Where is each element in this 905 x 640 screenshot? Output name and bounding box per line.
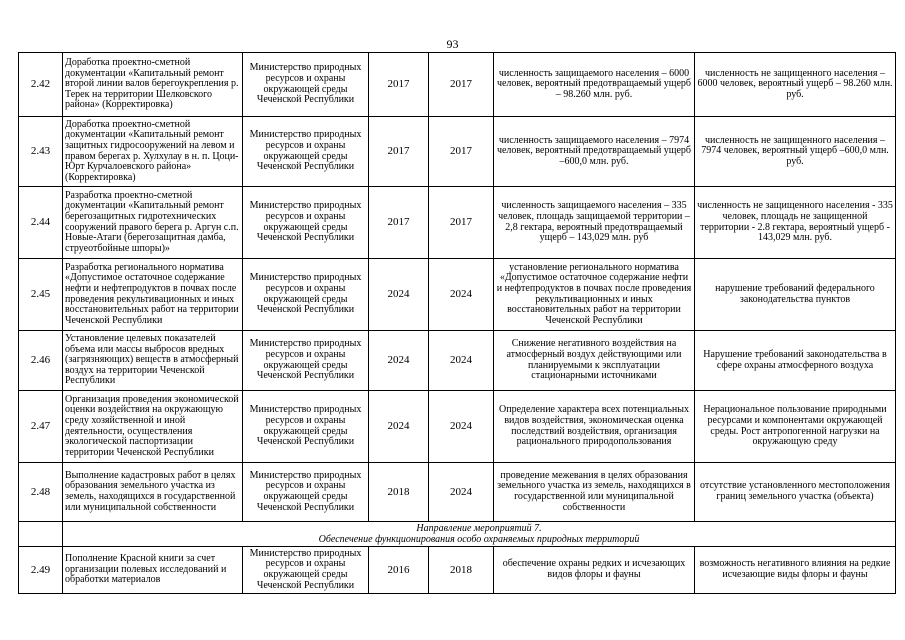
expected-result: проведение межевания в целях образования земельного участка из земель, находящихся в государственной или муниципальной собственности [494,463,695,522]
row-number: 2.44 [19,187,63,259]
end-year: 2017 [429,53,494,117]
start-year: 2016 [369,547,429,594]
expected-result: Определение характера всех потенциальных видов воздействия, экономическая оценка последствий воздействия, организация рационального природопользования [494,391,695,463]
executor: Министерство природных ресурсов и охраны окружающей среды Чеченской Республики [243,463,369,522]
row-number: 2.45 [19,259,63,331]
measure-name: Доработка проектно-сметной документации «Капитальный ремонт второй линии валов берегоукрепления р. Терек на территории Шелковского района» (Корректировка) [63,53,243,117]
measure-name: Разработка проектно-сметной документации «Капитальный ремонт берегозащитных гидротехнических сооружений правого берега р. Аргун с.п. Новые-Атаги (берегозащитная дамба, струеотбойные шпоры)» [63,187,243,259]
section-title: Направление мероприятий 7. [416,523,542,534]
end-year: 2024 [429,259,494,331]
measures-table [18,52,896,594]
start-year: 2018 [369,463,429,522]
measure-name: Установление целевых показателей объема или массы выбросов вредных (загрязняющих) веществ в атмосферный воздух на территории Чеченской Республики [63,331,243,391]
expected-result: обеспечение охраны редких и исчезающих видов флоры и фауны [494,547,695,594]
executor: Министерство природных ресурсов и охраны окружающей среды Чеченской Республики [243,547,369,594]
table-row [19,331,896,391]
start-year: 2024 [369,391,429,463]
expected-result: численность защищаемого населения – 6000 человек, вероятный предотвращаемый ущерб – 98.260 млн. руб. [494,53,695,117]
end-year: 2024 [429,391,494,463]
measure-name: Разработка регионального норматива «Допустимое остаточное содержание нефти и нефтепродуктов в почвах после проведения рекультивационных и иных восстановительных работ на территории Чеченской Республики [63,259,243,331]
non-implementation-consequence: нарушение требований федерального законодательства пунктов [695,259,896,331]
non-implementation-consequence: численность не защищенного населения – 6000 человек, вероятный ущерб – 98.260 млн. руб. [695,53,896,117]
executor: Министерство природных ресурсов и охраны окружающей среды Чеченской Республики [243,331,369,391]
non-implementation-consequence: Нарушение требований законодательства в сфере охраны атмосферного воздуха [695,331,896,391]
executor: Министерство природных ресурсов и охраны окружающей среды Чеченской Республики [243,187,369,259]
section-row-number-cell [19,522,63,547]
end-year: 2017 [429,117,494,187]
row-number: 2.42 [19,53,63,117]
end-year: 2017 [429,187,494,259]
non-implementation-consequence: отсутствие установленного местоположения границ земельного участка (объекта) [695,463,896,522]
end-year: 2024 [429,463,494,522]
executor: Министерство природных ресурсов и охраны окружающей среды Чеченской Республики [243,259,369,331]
non-implementation-consequence: численность не защищенного населения - 335 человек, площадь не защищенной территории - 2.8 гектара, вероятный ущерб - 143,029 млн. руб. [695,187,896,259]
start-year: 2017 [369,187,429,259]
table-row [19,187,896,259]
row-number: 2.46 [19,331,63,391]
table-row [19,117,896,187]
table-row [19,391,896,463]
section-subtitle: Обеспечение функционирования особо охраняемых природных территорий [318,534,640,545]
executor: Министерство природных ресурсов и охраны окружающей среды Чеченской Республики [243,391,369,463]
section-row [19,522,896,547]
start-year: 2017 [369,53,429,117]
row-number: 2.49 [19,547,63,594]
table-row [19,463,896,522]
executor: Министерство природных ресурсов и охраны окружающей среды Чеченской Республики [243,117,369,187]
section-heading [63,522,896,547]
measure-name: Организация проведения экономической оценки воздействия на окружающую среду хозяйственной и иной деятельности, осуществления экологической паспортизации территории Чеченской Республики [63,391,243,463]
end-year: 2018 [429,547,494,594]
table-row [19,53,896,117]
start-year: 2017 [369,117,429,187]
row-number: 2.47 [19,391,63,463]
expected-result: численность защищаемого населения – 7974 человек, вероятный предотвращаемый ущерб –600,0 млн. руб. [494,117,695,187]
start-year: 2024 [369,331,429,391]
measure-name: Доработка проектно-сметной документации «Капитальный ремонт защитных гидросооружений на левом и правом берегах р. Хулхулау в н. п. Цоци-Юрт Курчалоевского района» (Корректировка) [63,117,243,187]
measure-name: Выполнение кадастровых работ в целях образования земельного участка из земель, находящихся в государственной или муниципальной собственности [63,463,243,522]
row-number: 2.48 [19,463,63,522]
non-implementation-consequence: численность не защищенного населения – 7974 человек, вероятный ущерб –600,0 млн. руб. [695,117,896,187]
non-implementation-consequence: возможность негативного влияния на редкие исчезающие виды флоры и фауны [695,547,896,594]
start-year: 2024 [369,259,429,331]
expected-result: Снижение негативного воздействия на атмосферный воздух действующими или планируемыми к эксплуатации стационарными источниками [494,331,695,391]
end-year: 2024 [429,331,494,391]
table-row [19,547,896,594]
page-number: 93 [446,37,459,51]
expected-result: установление регионального норматива «Допустимое остаточное содержание нефти и нефтепродуктов в почвах после проведения рекультивационных и иных восстановительных работ на территории Чеченской Республики [494,259,695,331]
non-implementation-consequence: Нерациональное пользование природными ресурсами и компонентами окружающей среды. Рост антропогенной нагрузки на окружающую среду [695,391,896,463]
measure-name: Пополнение Красной книги за счет организации полевых исследований и обработки материалов [63,547,243,594]
table-row [19,259,896,331]
expected-result: численность защищаемого населения – 335 человек, площадь защищаемой территории – 2,8 гектара, вероятный предотвращаемый ущерб – 143,029 млн. руб [494,187,695,259]
table-body [19,53,896,594]
row-number: 2.43 [19,117,63,187]
executor: Министерство природных ресурсов и охраны окружающей среды Чеченской Республики [243,53,369,117]
